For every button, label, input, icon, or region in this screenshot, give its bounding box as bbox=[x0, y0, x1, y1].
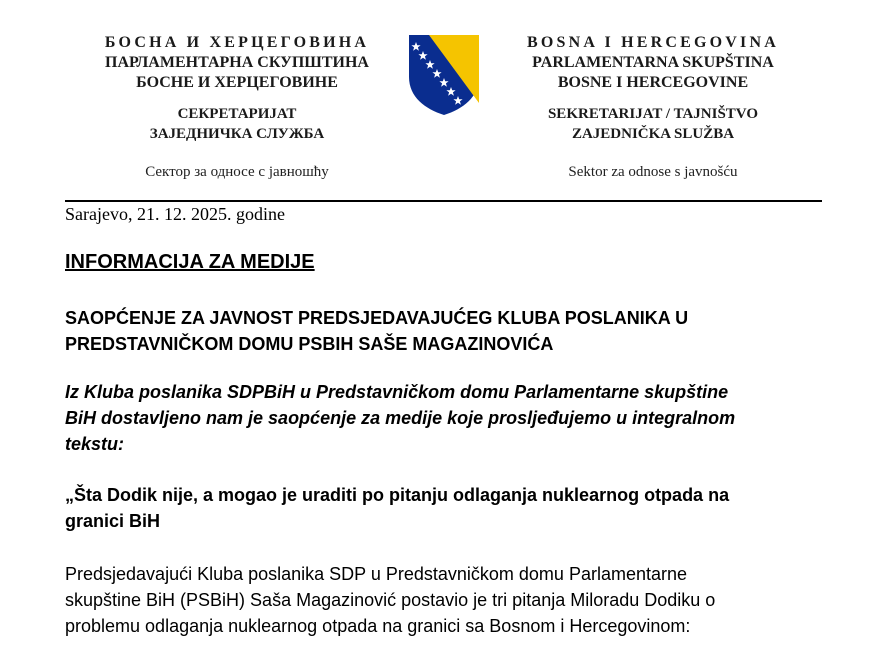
body-paragraph bbox=[65, 561, 835, 639]
body-line: problemu odlaganja nuklearnog otpada na granici sa Bosnom i Hercegovinom: bbox=[65, 616, 691, 636]
quote-line: granici BiH bbox=[65, 511, 161, 531]
assembly-country-latin: BOSNE I HERCEGOVINE bbox=[557, 74, 749, 91]
body-line: skupštine BiH (PSBiH) Saša Magazinović postavio je tri pitanja Miloradu Dodiku o bbox=[65, 590, 716, 610]
intro-line: BiH dostavljeno nam je saopćenje za medije koje prosljeđujemo u integralnom bbox=[65, 408, 736, 428]
country-name-latin: BOSNA I HERCEGOVINA bbox=[527, 34, 779, 51]
header-cyrillic bbox=[76, 32, 398, 182]
sector-cyrillic: Сектор за односе с јавношћу bbox=[145, 164, 329, 180]
document-title: INFORMACIJA ZA MEDIJE bbox=[65, 251, 315, 273]
intro-line: Iz Kluba poslanika SDPBiH u Predstavničkom domu Parlamentarne skupštine bbox=[65, 382, 729, 402]
assembly-country-cyrillic: БОСНЕ И ХЕРЦЕГОВИНЕ bbox=[136, 74, 338, 91]
assembly-name-latin: PARLAMENTARNA SKUPŠTINA bbox=[532, 54, 774, 71]
heading-line: PREDSTAVNIČKOM DOMU PSBIH SAŠE MAGAZINOVIĆA bbox=[65, 334, 554, 354]
quote-heading bbox=[65, 482, 835, 534]
header-divider bbox=[65, 200, 822, 202]
quote-line: „Šta Dodik nije, a mogao je uraditi po pitanju odlaganja nuklearnog otpada na bbox=[65, 485, 730, 505]
press-release-heading bbox=[65, 305, 835, 357]
secretariat-title-cyrillic: СЕКРЕТАРИЈАТ bbox=[177, 106, 297, 122]
body-line: Predsjedavajući Kluba poslanika SDP u Predstavničkom domu Parlamentarne bbox=[65, 564, 688, 584]
header-latin bbox=[498, 32, 808, 182]
joint-service-cyrillic: ЗАЈЕДНИЧКА СЛУЖБА bbox=[149, 126, 325, 142]
joint-service-latin: ZAJEDNIČKA SLUŽBA bbox=[571, 126, 735, 142]
secretariat-latin bbox=[498, 104, 808, 144]
secretariat-cyrillic bbox=[76, 104, 398, 144]
intro-line: tekstu: bbox=[65, 434, 125, 454]
secretariat-title-latin: SEKRETARIJAT / TAJNIŠTVO bbox=[547, 106, 759, 122]
country-name-cyrillic: БОСНА И ХЕРЦЕГОВИНА bbox=[104, 34, 370, 51]
sector-latin: Sektor za odnose s javnošću bbox=[568, 164, 738, 180]
intro-paragraph bbox=[65, 379, 835, 457]
heading-line: SAOPĆENJE ZA JAVNOST PREDSJEDAVAJUĆEG KLUBA POSLANIKA U bbox=[65, 308, 689, 328]
assembly-name-cyrillic: ПАРЛАМЕНТАРНА СКУПШТИНА bbox=[105, 54, 369, 71]
document-date: Sarajevo, 21. 12. 2025. godine bbox=[65, 204, 285, 224]
coat-of-arms-icon bbox=[407, 33, 481, 117]
